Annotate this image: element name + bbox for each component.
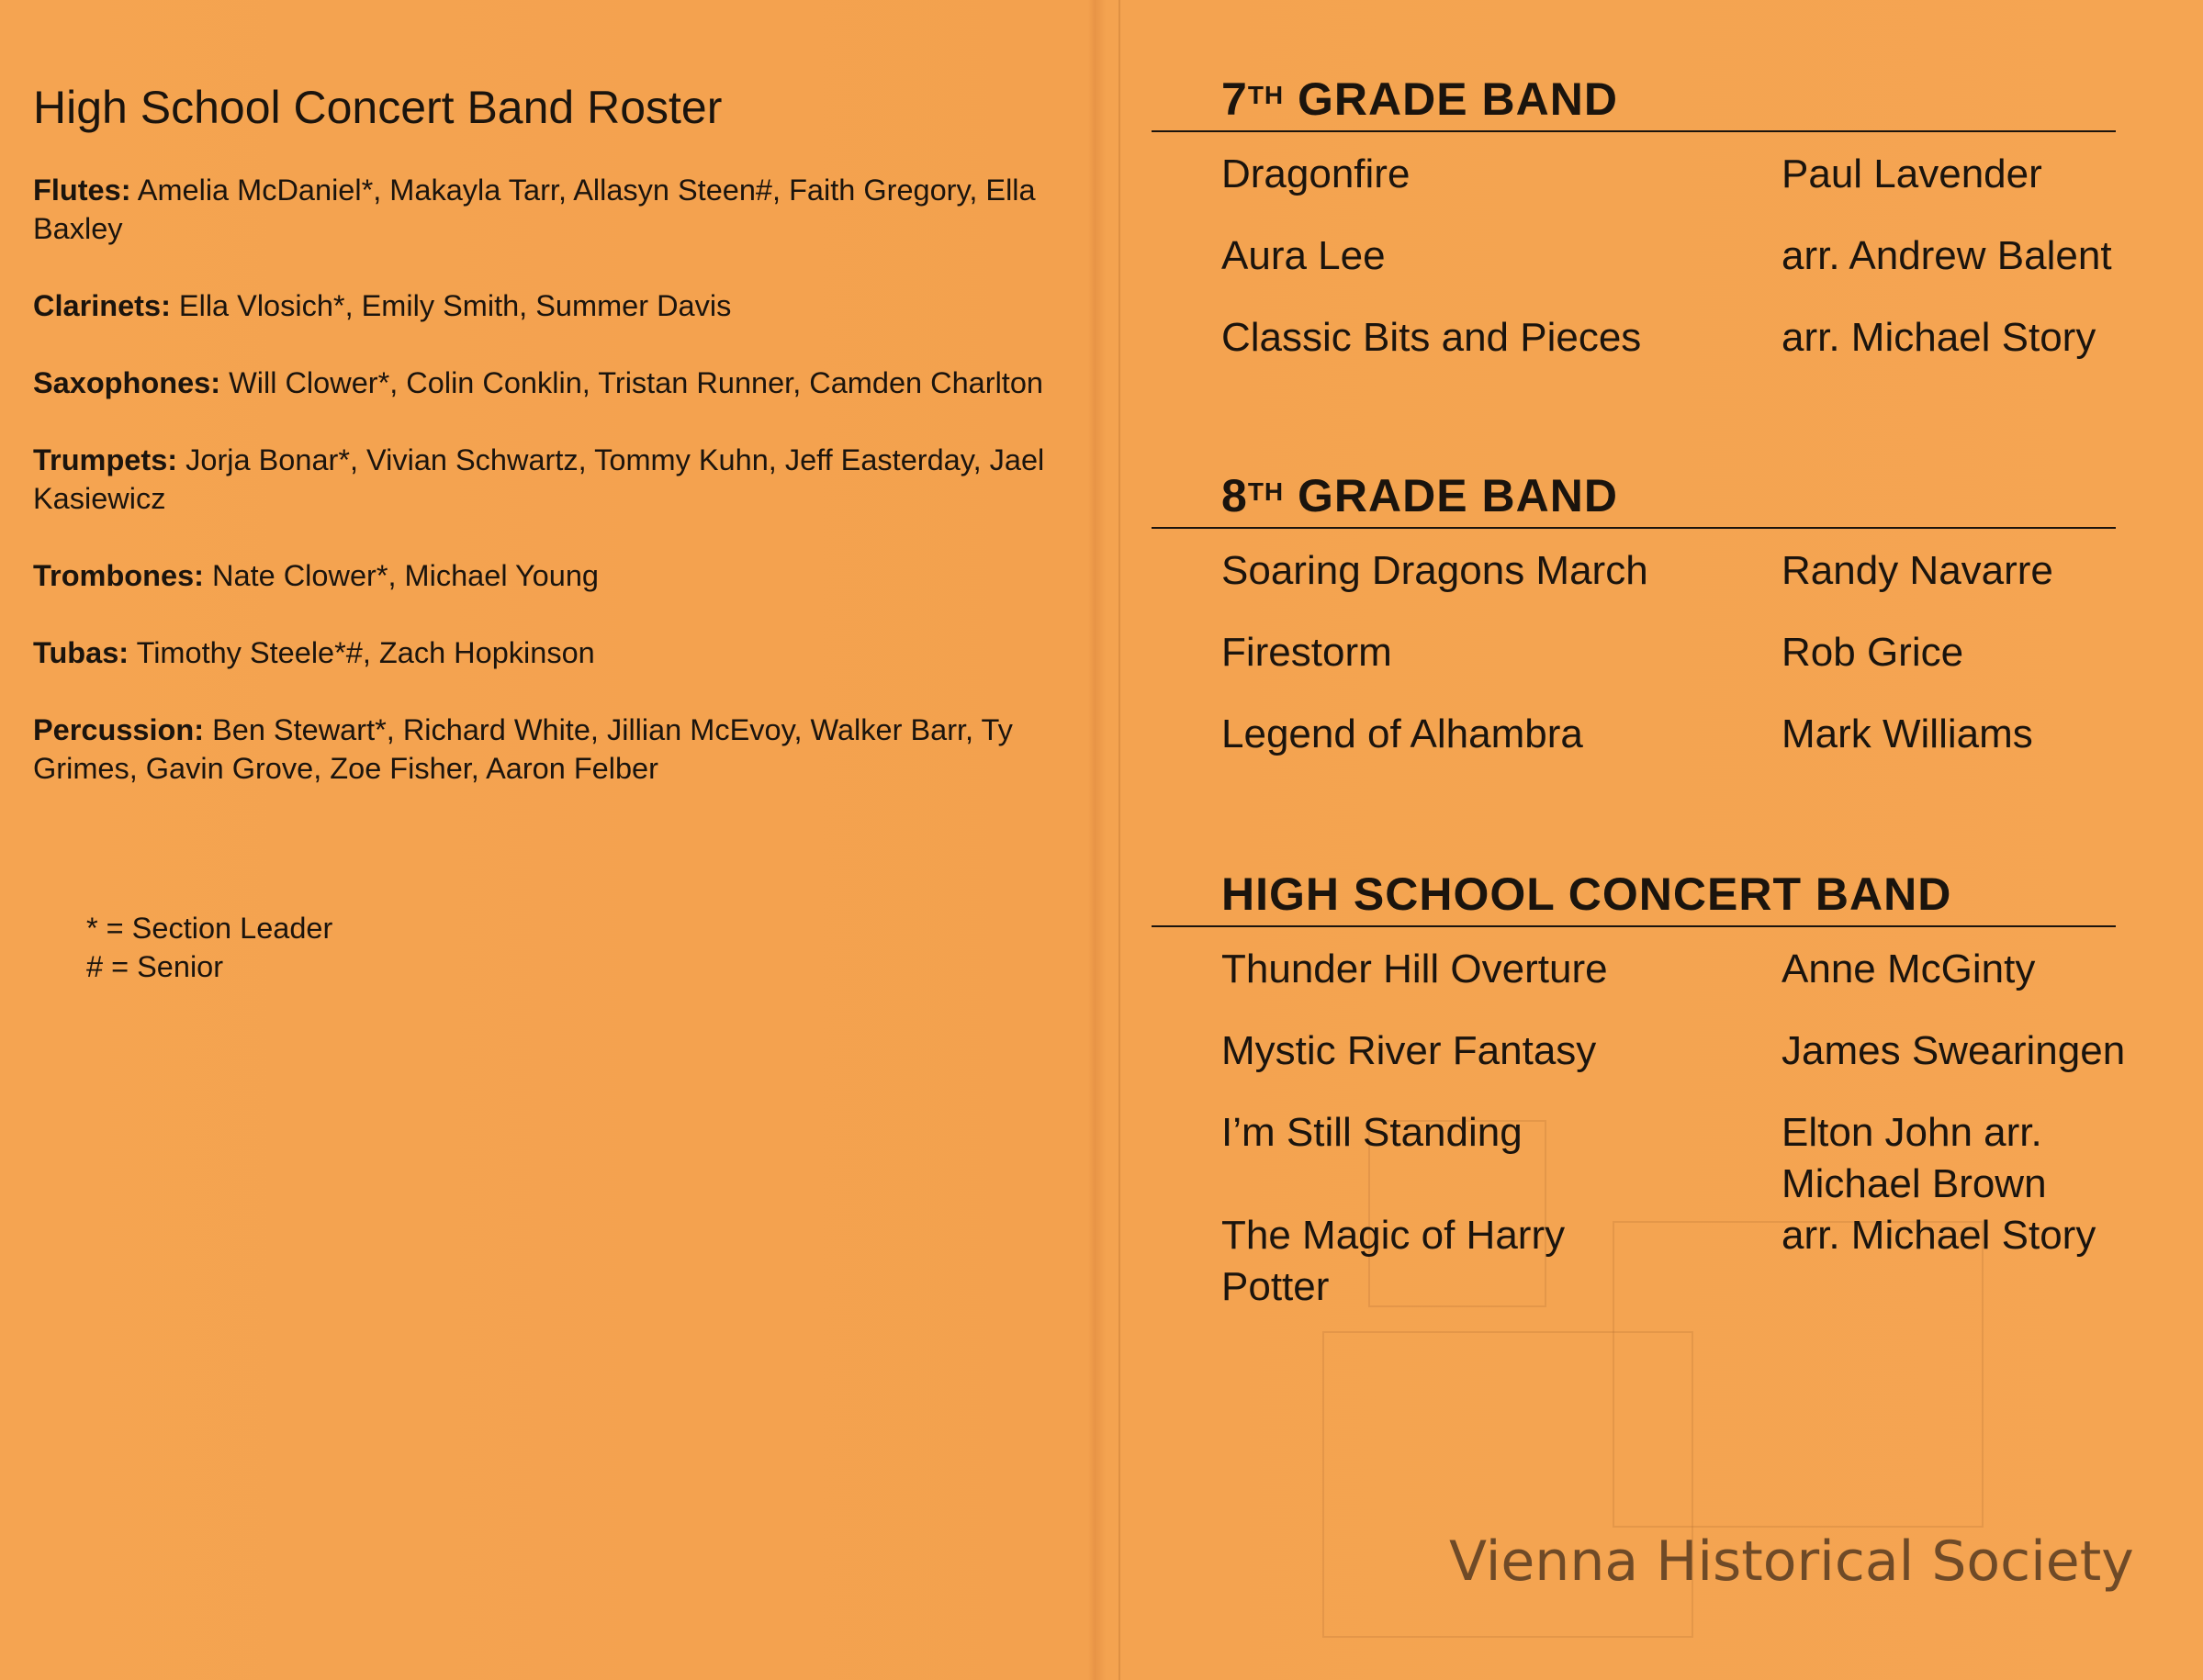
roster-section-trombones [33, 556, 1062, 595]
piece-title: The Magic of Harry Potter [1221, 1213, 1566, 1309]
piece-title: Aura Lee [1221, 233, 1386, 278]
grade7-band-block [1152, 72, 2116, 364]
player-list: Ben Stewart*, Richard White, Jillian McEvoy, Walker Barr, Ty Grimes, Gavin Grove, Zoe Fisher, Aaron Felber [33, 713, 1013, 785]
program-piece [1221, 545, 2116, 597]
piece-title: Thunder Hill Overture [1221, 946, 1608, 991]
player-list: Amelia McDaniel*, Makayla Tarr, Allasyn Steen#, Faith Gregory, Ella Baxley [33, 174, 1036, 245]
piece-title: Legend of Alhambra [1221, 711, 1583, 756]
piece-title: Mystic River Fantasy [1221, 1028, 1597, 1073]
roster-section-tubas [33, 633, 1062, 672]
piece-title: Firestorm [1221, 630, 1392, 675]
piece-composer: arr. Michael Story [1782, 315, 2096, 360]
piece-composer: Elton John arr. Michael Brown [1782, 1110, 2047, 1206]
player-list: Will Clower*, Colin Conklin, Tristan Runner, Camden Charlton [220, 366, 1043, 399]
instrument-label: Clarinets: [33, 289, 171, 322]
grade8-heading-number: 8 [1221, 470, 1248, 521]
piece-title: Soaring Dragons March [1221, 548, 1648, 593]
piece-composer: arr. Andrew Balent [1782, 233, 2112, 278]
roster-section-flutes [33, 171, 1062, 248]
roster-section-percussion [33, 711, 1062, 788]
player-list: Ella Vlosich*, Emily Smith, Summer Davis [170, 289, 732, 322]
legend-section-leader: * = Section Leader [86, 912, 333, 945]
roster-section-saxophones [33, 364, 1062, 402]
piece-composer: arr. Michael Story [1782, 1213, 2096, 1258]
program-piece [1221, 230, 2116, 282]
watermark-text: Vienna Historical Society [1449, 1529, 2134, 1594]
program-piece [1221, 709, 2116, 760]
roster-title: High School Concert Band Roster [33, 82, 723, 133]
piece-composer: Anne McGinty [1782, 946, 2036, 991]
piece-title: Dragonfire [1221, 151, 1411, 196]
piece-composer: Paul Lavender [1782, 151, 2042, 196]
instrument-label: Trombones: [33, 559, 204, 592]
player-list: Timothy Steele*#, Zach Hopkinson [129, 636, 595, 669]
player-list: Nate Clower*, Michael Young [204, 559, 599, 592]
grade7-heading-number: 7 [1221, 73, 1248, 125]
instrument-label: Trumpets: [33, 443, 178, 476]
grade8-heading [1221, 468, 2116, 523]
player-list: Jorja Bonar*, Vivian Schwartz, Tommy Kuhn, Jeff Easterday, Jael Kasiewicz [33, 443, 1045, 515]
instrument-label: Saxophones: [33, 366, 221, 399]
program-piece [1221, 1210, 2116, 1313]
instrument-label: Tubas: [33, 636, 129, 669]
instrument-label: Flutes: [33, 174, 131, 207]
program-piece [1221, 149, 2116, 200]
piece-title: Classic Bits and Pieces [1221, 315, 1642, 360]
piece-composer: James Swearingen [1782, 1028, 2126, 1073]
roster-panel [33, 81, 1062, 826]
instrument-label: Percussion: [33, 713, 205, 746]
piece-composer: Randy Navarre [1782, 548, 2053, 593]
program-piece [1221, 944, 2116, 995]
program-piece [1221, 312, 2116, 364]
center-fold [1118, 0, 1120, 1680]
piece-composer: Rob Grice [1782, 630, 1964, 675]
grade8-heading-text: GRADE BAND [1284, 470, 1618, 521]
grade8-heading-ordinal: TH [1247, 477, 1285, 506]
grade7-heading-text: GRADE BAND [1284, 73, 1618, 125]
hs-heading: HIGH SCHOOL CONCERT BAND [1221, 868, 1952, 920]
grade7-heading [1221, 72, 2116, 127]
hs-band-block [1152, 867, 2126, 1313]
legend-senior: # = Senior [86, 950, 224, 983]
roster-legend [86, 909, 332, 986]
piece-composer: Mark Williams [1782, 711, 2033, 756]
program-piece [1221, 1025, 2126, 1077]
roster-section-clarinets [33, 286, 1062, 325]
piece-title: I’m Still Standing [1221, 1110, 1523, 1155]
program-piece [1221, 627, 2116, 678]
grade8-band-block [1152, 468, 2116, 760]
roster-section-trumpets [33, 441, 1062, 518]
program-piece [1221, 1107, 2116, 1210]
grade7-heading-ordinal: TH [1247, 81, 1285, 109]
